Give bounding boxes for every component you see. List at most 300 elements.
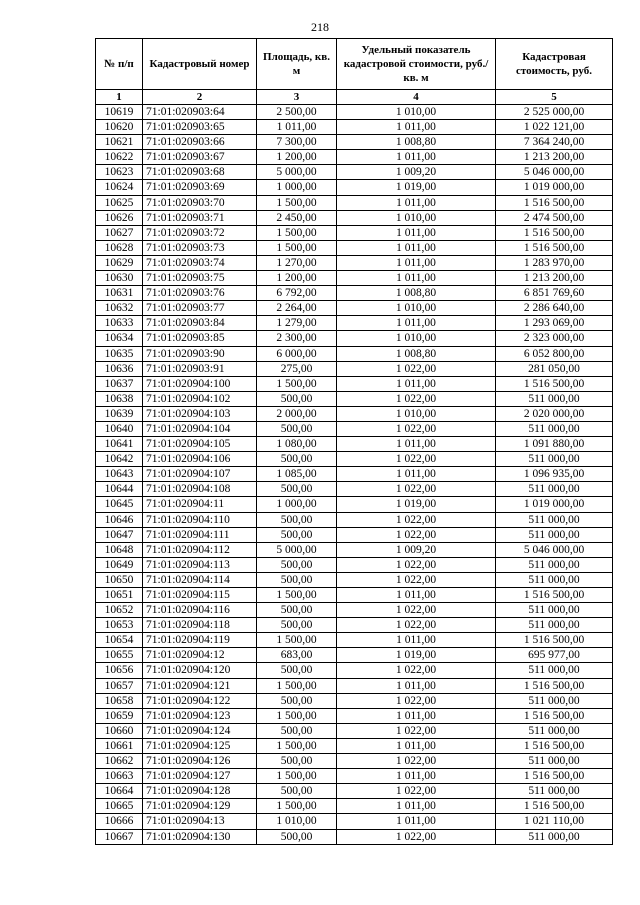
cell-unit-value: 1 010,00 (337, 105, 496, 120)
table-row (96, 557, 613, 572)
cell-cadastral-number: 71:01:020904:111 (143, 527, 257, 542)
cell-row-number: 10659 (96, 708, 143, 723)
table-row (96, 512, 613, 527)
cell-unit-value: 1 011,00 (337, 225, 496, 240)
cell-unit-value: 1 011,00 (337, 588, 496, 603)
cell-area: 1 011,00 (257, 120, 337, 135)
cell-area: 1 500,00 (257, 633, 337, 648)
cell-cadastral-number: 71:01:020903:65 (143, 120, 257, 135)
cell-cadastral-number: 71:01:020903:91 (143, 361, 257, 376)
cell-cadastral-value: 695 977,00 (496, 648, 613, 663)
cell-row-number: 10661 (96, 738, 143, 753)
cell-unit-value: 1 011,00 (337, 467, 496, 482)
cell-cadastral-value: 1 516 500,00 (496, 799, 613, 814)
table-row (96, 603, 613, 618)
cell-unit-value: 1 022,00 (337, 482, 496, 497)
table-row (96, 663, 613, 678)
table-row (96, 421, 613, 436)
cell-cadastral-number: 71:01:020903:68 (143, 165, 257, 180)
cell-row-number: 10652 (96, 603, 143, 618)
header-area: Площадь, кв. м (257, 39, 337, 90)
cell-cadastral-value: 511 000,00 (496, 754, 613, 769)
table-row (96, 210, 613, 225)
cell-area: 1 010,00 (257, 814, 337, 829)
table-row (96, 316, 613, 331)
table-row (96, 467, 613, 482)
cell-row-number: 10637 (96, 376, 143, 391)
cell-area: 1 500,00 (257, 799, 337, 814)
cell-cadastral-value: 6 052 800,00 (496, 346, 613, 361)
table-row (96, 346, 613, 361)
cell-cadastral-number: 71:01:020904:116 (143, 603, 257, 618)
cell-cadastral-number: 71:01:020904:102 (143, 391, 257, 406)
table-row (96, 361, 613, 376)
cell-area: 1 200,00 (257, 271, 337, 286)
cell-cadastral-value: 1 516 500,00 (496, 738, 613, 753)
cell-unit-value: 1 022,00 (337, 557, 496, 572)
cell-cadastral-number: 71:01:020904:122 (143, 693, 257, 708)
cell-area: 500,00 (257, 527, 337, 542)
cell-area: 500,00 (257, 618, 337, 633)
cell-cadastral-value: 1 019 000,00 (496, 180, 613, 195)
cell-unit-value: 1 011,00 (337, 120, 496, 135)
cell-unit-value: 1 019,00 (337, 648, 496, 663)
cell-cadastral-value: 511 000,00 (496, 693, 613, 708)
table-row (96, 799, 613, 814)
cell-row-number: 10655 (96, 648, 143, 663)
cell-area: 500,00 (257, 391, 337, 406)
cell-row-number: 10644 (96, 482, 143, 497)
cell-area: 1 080,00 (257, 437, 337, 452)
cell-area: 1 279,00 (257, 316, 337, 331)
cell-cadastral-number: 71:01:020904:112 (143, 542, 257, 557)
cell-area: 500,00 (257, 784, 337, 799)
table-row (96, 301, 613, 316)
cell-cadastral-number: 71:01:020904:106 (143, 452, 257, 467)
cell-unit-value: 1 022,00 (337, 784, 496, 799)
table-row (96, 784, 613, 799)
cell-cadastral-value: 2 286 640,00 (496, 301, 613, 316)
cell-unit-value: 1 011,00 (337, 769, 496, 784)
page-number: 218 (311, 20, 329, 34)
cell-cadastral-number: 71:01:020904:103 (143, 406, 257, 421)
cell-cadastral-value: 5 046 000,00 (496, 165, 613, 180)
cell-cadastral-number: 71:01:020904:100 (143, 376, 257, 391)
cell-area: 683,00 (257, 648, 337, 663)
cell-cadastral-value: 511 000,00 (496, 557, 613, 572)
cell-area: 500,00 (257, 723, 337, 738)
cell-cadastral-value: 1 516 500,00 (496, 708, 613, 723)
cell-area: 5 000,00 (257, 165, 337, 180)
table-row (96, 452, 613, 467)
cell-cadastral-value: 1 096 935,00 (496, 467, 613, 482)
cell-unit-value: 1 011,00 (337, 814, 496, 829)
cell-cadastral-number: 71:01:020903:84 (143, 316, 257, 331)
cell-row-number: 10648 (96, 542, 143, 557)
cell-unit-value: 1 011,00 (337, 708, 496, 723)
cell-cadastral-value: 1 516 500,00 (496, 588, 613, 603)
cell-cadastral-value: 511 000,00 (496, 829, 613, 844)
cell-row-number: 10667 (96, 829, 143, 844)
cell-unit-value: 1 011,00 (337, 437, 496, 452)
cell-row-number: 10647 (96, 527, 143, 542)
cell-unit-value: 1 022,00 (337, 572, 496, 587)
cell-cadastral-number: 71:01:020904:105 (143, 437, 257, 452)
cell-row-number: 10645 (96, 497, 143, 512)
cell-row-number: 10642 (96, 452, 143, 467)
cell-area: 1 270,00 (257, 255, 337, 270)
cell-cadastral-number: 71:01:020904:115 (143, 588, 257, 603)
cell-row-number: 10627 (96, 225, 143, 240)
cell-unit-value: 1 010,00 (337, 301, 496, 316)
cell-area: 2 000,00 (257, 406, 337, 421)
cell-unit-value: 1 010,00 (337, 406, 496, 421)
cell-row-number: 10620 (96, 120, 143, 135)
table-row (96, 572, 613, 587)
cell-cadastral-value: 511 000,00 (496, 663, 613, 678)
cell-area: 500,00 (257, 421, 337, 436)
cell-row-number: 10658 (96, 693, 143, 708)
cell-row-number: 10623 (96, 165, 143, 180)
cell-area: 1 500,00 (257, 678, 337, 693)
header-cadastral-number: Кадастровый номер (143, 39, 257, 90)
cell-cadastral-number: 71:01:020904:120 (143, 663, 257, 678)
cell-unit-value: 1 022,00 (337, 512, 496, 527)
table-row (96, 678, 613, 693)
cell-row-number: 10657 (96, 678, 143, 693)
cell-cadastral-value: 2 474 500,00 (496, 210, 613, 225)
table-row (96, 271, 613, 286)
cell-cadastral-value: 1 022 121,00 (496, 120, 613, 135)
cell-unit-value: 1 022,00 (337, 391, 496, 406)
cell-unit-value: 1 011,00 (337, 150, 496, 165)
table-row (96, 225, 613, 240)
cell-cadastral-number: 71:01:020903:77 (143, 301, 257, 316)
cell-cadastral-number: 71:01:020904:108 (143, 482, 257, 497)
cell-cadastral-value: 511 000,00 (496, 784, 613, 799)
cell-cadastral-value: 1 516 500,00 (496, 376, 613, 391)
cell-cadastral-value: 511 000,00 (496, 482, 613, 497)
cell-cadastral-value: 1 091 880,00 (496, 437, 613, 452)
table-row (96, 588, 613, 603)
cell-cadastral-number: 71:01:020904:11 (143, 497, 257, 512)
cell-row-number: 10640 (96, 421, 143, 436)
cell-cadastral-value: 511 000,00 (496, 421, 613, 436)
table-row (96, 527, 613, 542)
cell-cadastral-number: 71:01:020903:73 (143, 240, 257, 255)
cell-unit-value: 1 011,00 (337, 316, 496, 331)
table-row (96, 437, 613, 452)
cell-cadastral-value: 511 000,00 (496, 572, 613, 587)
cell-area: 1 500,00 (257, 376, 337, 391)
cell-cadastral-number: 71:01:020904:110 (143, 512, 257, 527)
table-row (96, 376, 613, 391)
table-header-row (96, 39, 613, 90)
cell-area: 2 264,00 (257, 301, 337, 316)
cell-cadastral-value: 1 021 110,00 (496, 814, 613, 829)
cell-cadastral-number: 71:01:020904:12 (143, 648, 257, 663)
cell-cadastral-value: 511 000,00 (496, 452, 613, 467)
cell-cadastral-value: 2 323 000,00 (496, 331, 613, 346)
column-number: 2 (143, 90, 257, 105)
cell-cadastral-value: 511 000,00 (496, 391, 613, 406)
cell-unit-value: 1 019,00 (337, 180, 496, 195)
cell-area: 500,00 (257, 557, 337, 572)
cell-area: 2 450,00 (257, 210, 337, 225)
cell-cadastral-value: 1 283 970,00 (496, 255, 613, 270)
cell-cadastral-value: 1 516 500,00 (496, 240, 613, 255)
cell-cadastral-value: 2 020 000,00 (496, 406, 613, 421)
cell-area: 1 500,00 (257, 240, 337, 255)
cell-unit-value: 1 009,20 (337, 165, 496, 180)
cell-cadastral-value: 281 050,00 (496, 361, 613, 376)
column-number: 4 (337, 90, 496, 105)
cell-cadastral-number: 71:01:020904:114 (143, 572, 257, 587)
cell-row-number: 10638 (96, 391, 143, 406)
cell-row-number: 10632 (96, 301, 143, 316)
table-row (96, 542, 613, 557)
table-row (96, 769, 613, 784)
cell-area: 500,00 (257, 693, 337, 708)
cell-row-number: 10651 (96, 588, 143, 603)
cell-cadastral-number: 71:01:020903:72 (143, 225, 257, 240)
cell-area: 500,00 (257, 754, 337, 769)
table-row (96, 754, 613, 769)
cell-row-number: 10646 (96, 512, 143, 527)
table-row (96, 120, 613, 135)
cell-unit-value: 1 008,80 (337, 135, 496, 150)
cell-area: 1 500,00 (257, 225, 337, 240)
cell-unit-value: 1 011,00 (337, 678, 496, 693)
cell-cadastral-number: 71:01:020904:129 (143, 799, 257, 814)
cell-cadastral-value: 1 516 500,00 (496, 769, 613, 784)
cell-row-number: 10624 (96, 180, 143, 195)
table-row (96, 135, 613, 150)
cell-area: 500,00 (257, 663, 337, 678)
cell-row-number: 10625 (96, 195, 143, 210)
table-row (96, 738, 613, 753)
table-row (96, 497, 613, 512)
table-row (96, 105, 613, 120)
cell-unit-value: 1 011,00 (337, 240, 496, 255)
column-number: 1 (96, 90, 143, 105)
cell-unit-value: 1 022,00 (337, 361, 496, 376)
cell-row-number: 10664 (96, 784, 143, 799)
table-row (96, 648, 613, 663)
cell-area: 5 000,00 (257, 542, 337, 557)
table-row (96, 255, 613, 270)
cell-cadastral-number: 71:01:020904:119 (143, 633, 257, 648)
cell-area: 1 000,00 (257, 497, 337, 512)
cell-cadastral-value: 1 516 500,00 (496, 195, 613, 210)
cell-cadastral-number: 71:01:020903:67 (143, 150, 257, 165)
cell-area: 1 500,00 (257, 195, 337, 210)
cell-area: 1 085,00 (257, 467, 337, 482)
cell-unit-value: 1 011,00 (337, 738, 496, 753)
cell-cadastral-value: 1 213 200,00 (496, 150, 613, 165)
cell-area: 2 300,00 (257, 331, 337, 346)
table-row (96, 829, 613, 844)
cell-cadastral-number: 71:01:020904:130 (143, 829, 257, 844)
cell-row-number: 10639 (96, 406, 143, 421)
cell-unit-value: 1 022,00 (337, 421, 496, 436)
cell-cadastral-number: 71:01:020903:76 (143, 286, 257, 301)
cell-cadastral-number: 71:01:020904:104 (143, 421, 257, 436)
table-row (96, 482, 613, 497)
cell-cadastral-value: 511 000,00 (496, 618, 613, 633)
cell-unit-value: 1 011,00 (337, 195, 496, 210)
cell-unit-value: 1 022,00 (337, 527, 496, 542)
cell-row-number: 10653 (96, 618, 143, 633)
cell-area: 500,00 (257, 603, 337, 618)
cell-cadastral-number: 71:01:020904:123 (143, 708, 257, 723)
column-number: 3 (257, 90, 337, 105)
table-row (96, 814, 613, 829)
table-row (96, 391, 613, 406)
cell-cadastral-value: 1 516 500,00 (496, 633, 613, 648)
cell-row-number: 10636 (96, 361, 143, 376)
cell-row-number: 10643 (96, 467, 143, 482)
cell-row-number: 10635 (96, 346, 143, 361)
cell-area: 275,00 (257, 361, 337, 376)
table-row (96, 195, 613, 210)
cell-area: 1 500,00 (257, 769, 337, 784)
cell-cadastral-number: 71:01:020904:107 (143, 467, 257, 482)
cell-row-number: 10634 (96, 331, 143, 346)
cell-cadastral-number: 71:01:020903:71 (143, 210, 257, 225)
cell-unit-value: 1 022,00 (337, 663, 496, 678)
cell-row-number: 10641 (96, 437, 143, 452)
cell-area: 500,00 (257, 482, 337, 497)
cell-unit-value: 1 022,00 (337, 829, 496, 844)
cell-row-number: 10650 (96, 572, 143, 587)
cell-area: 6 792,00 (257, 286, 337, 301)
table-row (96, 618, 613, 633)
cell-cadastral-value: 5 046 000,00 (496, 542, 613, 557)
cell-row-number: 10662 (96, 754, 143, 769)
cell-cadastral-number: 71:01:020904:118 (143, 618, 257, 633)
cell-unit-value: 1 022,00 (337, 754, 496, 769)
cell-row-number: 10649 (96, 557, 143, 572)
cell-unit-value: 1 011,00 (337, 271, 496, 286)
cell-unit-value: 1 022,00 (337, 603, 496, 618)
cell-unit-value: 1 008,80 (337, 286, 496, 301)
cell-cadastral-number: 71:01:020904:113 (143, 557, 257, 572)
table-row (96, 240, 613, 255)
cell-unit-value: 1 019,00 (337, 497, 496, 512)
cell-cadastral-number: 71:01:020904:125 (143, 738, 257, 753)
cell-row-number: 10656 (96, 663, 143, 678)
cell-cadastral-value: 1 293 069,00 (496, 316, 613, 331)
cell-row-number: 10665 (96, 799, 143, 814)
cell-cadastral-value: 511 000,00 (496, 723, 613, 738)
table-body (96, 105, 613, 845)
cell-row-number: 10660 (96, 723, 143, 738)
cell-cadastral-value: 511 000,00 (496, 603, 613, 618)
cell-cadastral-value: 6 851 769,60 (496, 286, 613, 301)
cell-area: 2 500,00 (257, 105, 337, 120)
cell-cadastral-number: 71:01:020904:128 (143, 784, 257, 799)
cell-cadastral-number: 71:01:020903:69 (143, 180, 257, 195)
cell-area: 1 500,00 (257, 708, 337, 723)
cell-unit-value: 1 010,00 (337, 331, 496, 346)
table-row (96, 165, 613, 180)
table-row (96, 723, 613, 738)
cell-cadastral-value: 1 213 200,00 (496, 271, 613, 286)
table-row (96, 693, 613, 708)
cell-unit-value: 1 009,20 (337, 542, 496, 557)
cell-row-number: 10631 (96, 286, 143, 301)
cell-unit-value: 1 022,00 (337, 452, 496, 467)
cell-cadastral-number: 71:01:020903:74 (143, 255, 257, 270)
column-number-row (96, 90, 613, 105)
cell-cadastral-number: 71:01:020904:13 (143, 814, 257, 829)
table-row (96, 406, 613, 421)
cell-area: 500,00 (257, 512, 337, 527)
cell-row-number: 10626 (96, 210, 143, 225)
cell-unit-value: 1 022,00 (337, 723, 496, 738)
cell-unit-value: 1 010,00 (337, 210, 496, 225)
cell-row-number: 10621 (96, 135, 143, 150)
header-cadastral-value: Кадастровая стоимость, руб. (496, 39, 613, 90)
cell-cadastral-value: 1 019 000,00 (496, 497, 613, 512)
cell-area: 7 300,00 (257, 135, 337, 150)
column-number: 5 (496, 90, 613, 105)
cell-area: 500,00 (257, 572, 337, 587)
cell-row-number: 10654 (96, 633, 143, 648)
cell-cadastral-number: 71:01:020903:85 (143, 331, 257, 346)
cell-row-number: 10622 (96, 150, 143, 165)
cell-cadastral-number: 71:01:020904:127 (143, 769, 257, 784)
cell-area: 6 000,00 (257, 346, 337, 361)
cell-cadastral-number: 71:01:020904:121 (143, 678, 257, 693)
table-row (96, 286, 613, 301)
cell-unit-value: 1 011,00 (337, 376, 496, 391)
cell-row-number: 10619 (96, 105, 143, 120)
table-row (96, 633, 613, 648)
cell-unit-value: 1 011,00 (337, 799, 496, 814)
cell-area: 1 500,00 (257, 738, 337, 753)
cell-area: 1 000,00 (257, 180, 337, 195)
cell-unit-value: 1 022,00 (337, 693, 496, 708)
cell-row-number: 10629 (96, 255, 143, 270)
table-row (96, 150, 613, 165)
cell-unit-value: 1 011,00 (337, 255, 496, 270)
cell-cadastral-number: 71:01:020903:64 (143, 105, 257, 120)
cadastral-value-table (95, 38, 613, 845)
cell-cadastral-number: 71:01:020903:70 (143, 195, 257, 210)
cell-cadastral-number: 71:01:020904:124 (143, 723, 257, 738)
cell-row-number: 10663 (96, 769, 143, 784)
cell-cadastral-number: 71:01:020903:90 (143, 346, 257, 361)
cell-cadastral-value: 2 525 000,00 (496, 105, 613, 120)
cell-cadastral-value: 511 000,00 (496, 527, 613, 542)
cell-unit-value: 1 008,80 (337, 346, 496, 361)
cell-row-number: 10630 (96, 271, 143, 286)
cell-area: 500,00 (257, 829, 337, 844)
table-row (96, 180, 613, 195)
cell-row-number: 10666 (96, 814, 143, 829)
header-unit-value: Удельный показатель кадастровой стоимости, руб./кв. м (337, 39, 496, 90)
cell-cadastral-value: 7 364 240,00 (496, 135, 613, 150)
cell-row-number: 10633 (96, 316, 143, 331)
table-row (96, 708, 613, 723)
cell-row-number: 10628 (96, 240, 143, 255)
cell-cadastral-number: 71:01:020903:75 (143, 271, 257, 286)
cell-cadastral-value: 1 516 500,00 (496, 225, 613, 240)
table-row (96, 331, 613, 346)
cell-cadastral-number: 71:01:020904:126 (143, 754, 257, 769)
